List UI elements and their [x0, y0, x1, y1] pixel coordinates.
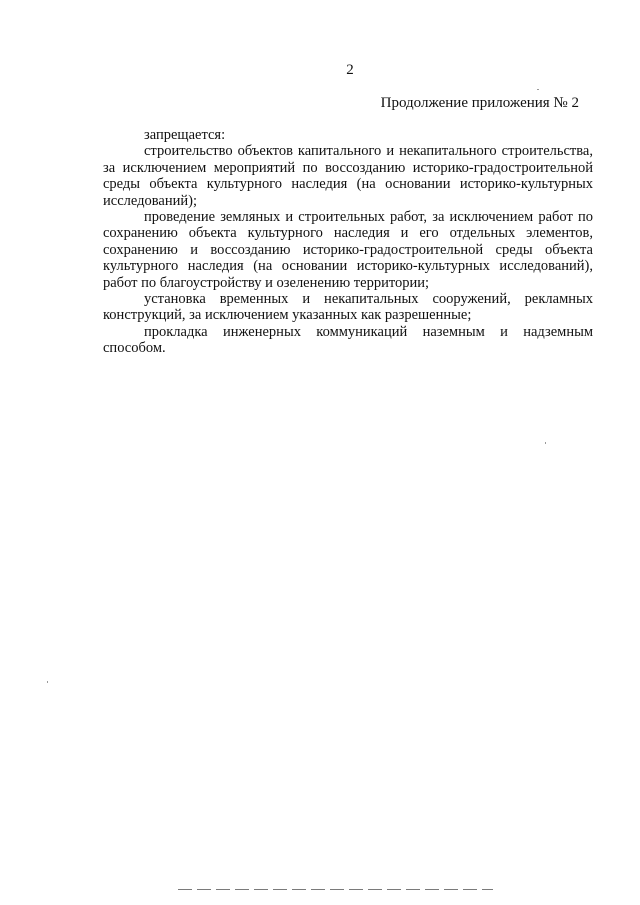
footer-scan-artifact: [178, 889, 493, 890]
scan-speck: [47, 681, 48, 683]
paragraph-construction: строительство объектов капитального и некапитального строительства, за исключением мероприятий по воссозданию историко-градостроительной среды объекта культурного наследия (на основании историко-культурных исследований);: [103, 143, 593, 209]
document-body: [103, 127, 593, 357]
appendix-continuation-note: Продолжение приложения № 2: [380, 95, 579, 111]
scan-speck: [537, 89, 539, 90]
scan-speck: [545, 442, 546, 444]
paragraph-temporary-structures: установка временных и некапитальных сооружений, рекламных конструкций, за исключением указанных как разрешенные;: [103, 291, 593, 324]
paragraph-prohibited-intro: запрещается:: [144, 127, 226, 143]
page-number: 2: [346, 62, 354, 78]
paragraph-utilities: прокладка инженерных коммуникаций наземным и надземным способом.: [103, 323, 593, 357]
paragraph-earthworks: проведение земляных и строительных работ, за исключением работ по сохранению объекта культурного наследия и его отдельных элементов, сохранению и воссозданию историко-градостроительной среды объекта культурного наследия (на основании историко-культурных исследований), работ по благоустройству и озеленению территории;: [103, 209, 593, 291]
